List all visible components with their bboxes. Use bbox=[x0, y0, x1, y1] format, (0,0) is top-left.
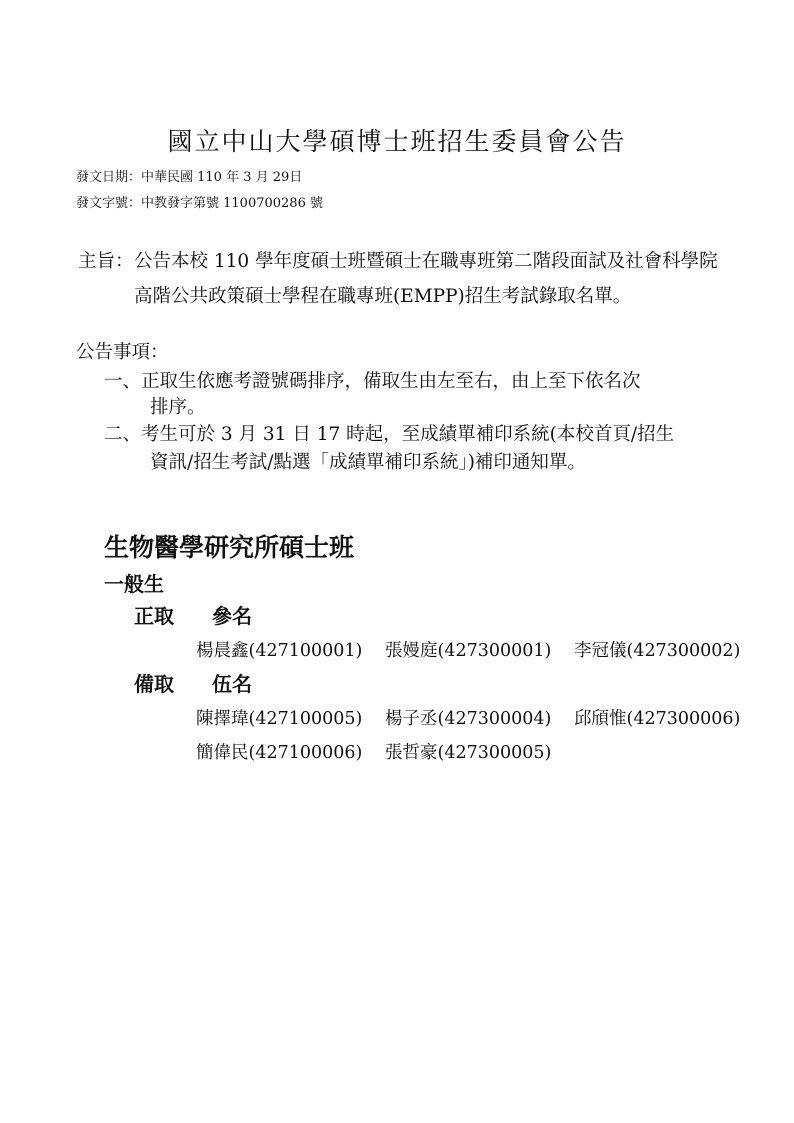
waitlist-name: 陳擇瑋(427100005) bbox=[196, 709, 363, 729]
admitted-heading bbox=[134, 600, 252, 629]
notice-item-2-line-1: 二、考生可於 3 月 31 日 17 時起，至成績單補印系統(本校首頁/招生 bbox=[104, 424, 675, 445]
waitlist-label: 備取 bbox=[134, 672, 174, 696]
waitlist-name: 楊子丞(427300004) bbox=[385, 709, 552, 729]
issue-date: 發文日期：中華民國 110 年 3 月 29日 bbox=[76, 170, 303, 185]
department-name: 生物醫學研究所碩士班 bbox=[104, 533, 355, 562]
category-heading: 一般生 bbox=[104, 572, 164, 596]
waitlist-name: 邱頎惟(427300006) bbox=[574, 709, 741, 729]
admitted-name: 李冠儀(427300002) bbox=[574, 641, 741, 661]
waitlist-name: 張哲豪(427300005) bbox=[385, 743, 552, 763]
admitted-name: 張嫚庭(427300001) bbox=[385, 641, 552, 661]
admitted-label: 正取 bbox=[134, 604, 174, 628]
subject-label: 主旨： bbox=[78, 251, 134, 272]
waitlist-name: 簡偉民(427100006) bbox=[196, 743, 363, 763]
waitlist-names-row bbox=[196, 739, 574, 764]
waitlist-heading bbox=[134, 668, 252, 697]
notice-heading: 公告事項： bbox=[76, 342, 169, 363]
admitted-count: 參名 bbox=[212, 604, 252, 628]
notice-item-2-line-2: 資訊/招生考試/點選「成績單補印系統」)補印通知單。 bbox=[150, 452, 586, 473]
waitlist-names-row bbox=[196, 705, 740, 730]
waitlist-count: 伍名 bbox=[212, 672, 252, 696]
admitted-names-row bbox=[196, 637, 740, 662]
subject-text: 公告本校 110 學年度碩士班暨碩士在職專班第二階段面試及社會科學院高階公共政策碩士學程在職專班(EMPP)招生考試錄取名單。 bbox=[134, 251, 718, 307]
admitted-name: 楊晨鑫(427100001) bbox=[196, 641, 363, 661]
notice-item-1-line-1: 一、正取生依應考證號碼排序，備取生由左至右，由上至下依名次 bbox=[104, 371, 641, 392]
subject-block bbox=[78, 244, 728, 314]
issue-reference-number: 發文字號：中教發字第號 1100700286 號 bbox=[76, 196, 323, 211]
document-title: 國立中山大學碩博士班招生委員會公告 bbox=[167, 127, 627, 156]
notice-item-1-line-2: 排序。 bbox=[150, 397, 206, 418]
